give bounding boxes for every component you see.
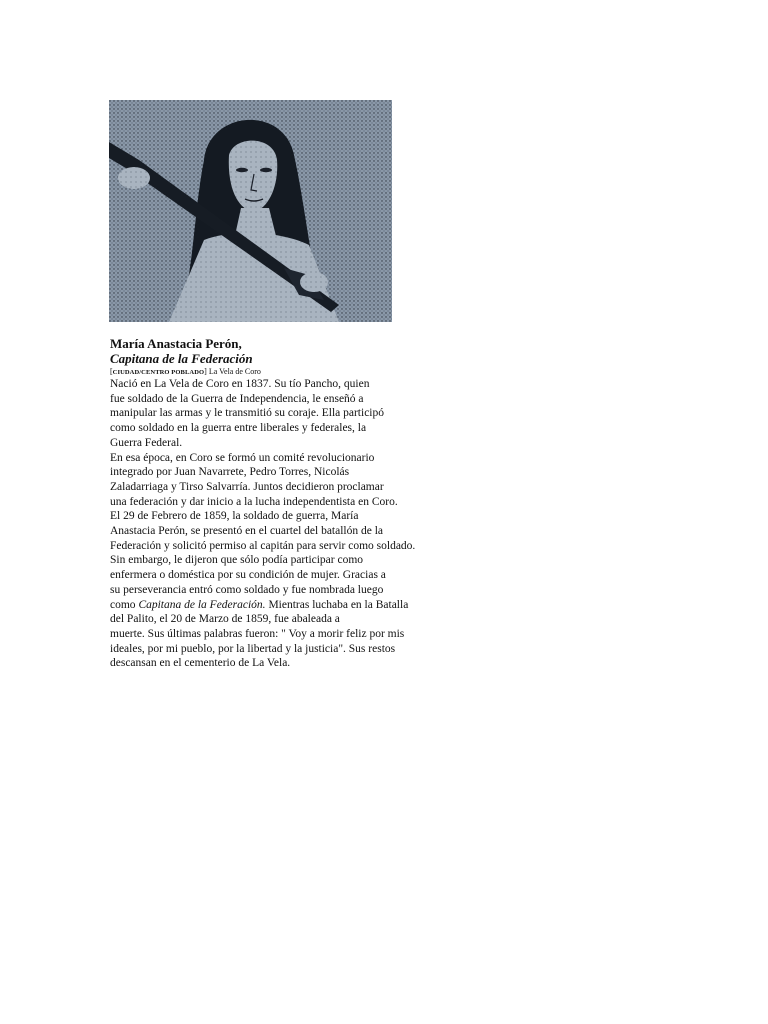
body-line: El 29 de Febrero de 1859, la soldado de guerra, María <box>110 510 359 523</box>
body-line-text: como <box>110 598 139 611</box>
body-line-emphasis: Capitana de la Federación. <box>138 598 266 611</box>
article-body <box>110 377 480 671</box>
article-name: María Anastacia Perón, <box>110 336 242 351</box>
body-line: una federación y dar inicio a la lucha independentista en Coro. <box>110 495 398 508</box>
body-line: Anastacia Perón, se presentó en el cuartel del batallón de la <box>110 525 384 538</box>
body-line: manipular las armas y le transmitió su coraje. Ella participó <box>110 407 384 420</box>
body-line: enfermera o doméstica por su condición de mujer. Gracias a <box>110 569 386 582</box>
body-line: Federación y solicitó permiso al capitán para servir como soldado. <box>110 539 416 552</box>
body-line: descansan en el cementerio de La Vela. <box>110 657 291 670</box>
body-line: muerte. Sus últimas palabras fueron: " Voy a morir feliz por mis <box>110 627 405 640</box>
body-line: fue soldado de la Guerra de Independencia, le enseñó a <box>110 392 364 405</box>
body-line: ideales, por mi pueblo, por la libertad y la justicia". Sus restos <box>110 642 396 655</box>
article-title: Capitana de la Federación <box>110 351 253 366</box>
body-line: En esa época, en Coro se formó un comité revolucionario <box>110 451 375 464</box>
location-value: La Vela de Coro <box>208 367 261 376</box>
body-line-text: Mientras luchaba en la Batalla <box>265 598 409 611</box>
body-line: del Palito, el 20 de Marzo de 1859, fue abaleada a <box>110 613 340 626</box>
body-line: Sin embargo, le dijeron que sólo podía participar como <box>110 554 364 567</box>
body-line: como soldado en la guerra entre liberales y federales, la <box>110 422 367 435</box>
body-line <box>110 598 480 613</box>
location-line: [CIUDAD/CENTRO POBLADO] La Vela de Coro <box>110 367 261 376</box>
article-heading <box>110 336 510 379</box>
body-line: Zaladarriaga y Tirso Salvarría. Juntos decidieron proclamar <box>110 480 384 493</box>
portrait-image <box>109 100 392 322</box>
body-line: integrado por Juan Navarrete, Pedro Torres, Nicolás <box>110 466 350 479</box>
body-line: Guerra Federal. <box>110 436 183 449</box>
body-line: Nació en La Vela de Coro en 1837. Su tío Pancho, quien <box>110 378 370 390</box>
location-tag: CIUDAD/CENTRO POBLADO <box>112 369 205 376</box>
body-line: su perseverancia entró como soldado y fue nombrada luego <box>110 583 384 596</box>
